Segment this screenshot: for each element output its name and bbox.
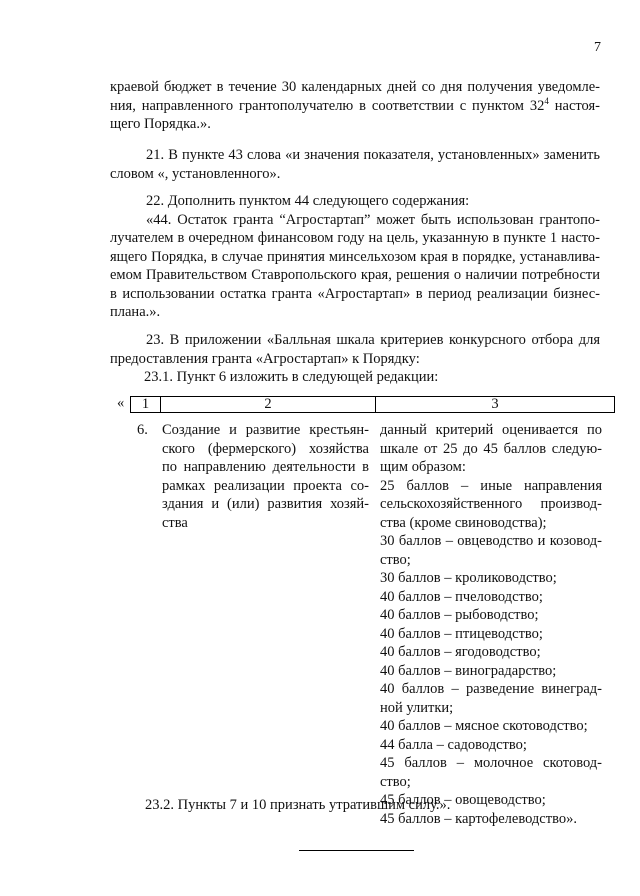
text-line: данный критерий оценивается по	[380, 422, 602, 438]
text-line: 40 баллов – виноградарство;	[380, 662, 557, 679]
superscript: 4	[544, 95, 549, 106]
separator-line	[299, 850, 414, 851]
text-line: 45 баллов – молочное скотовод-	[380, 755, 602, 771]
text-line	[110, 97, 600, 116]
text-line: ства (кроме свиноводства);	[380, 514, 547, 531]
table-header	[130, 396, 615, 413]
text-line: плана.».	[110, 304, 161, 320]
page-number: 7	[594, 40, 601, 55]
text-line: 40 баллов – разведение винеград-	[380, 681, 602, 697]
paragraph-continuation	[110, 78, 600, 134]
text-line: рамках реализации проекта со-	[162, 477, 369, 494]
scoring-cell	[380, 421, 602, 828]
header-cell-1: 1	[131, 397, 161, 412]
text-line: 23.1. Пункт 6 изложить в следующей редакции:	[144, 369, 439, 385]
text-line: лучателем в очередном финансовом году на цель, указанную в пункте 1 насто-	[110, 230, 600, 246]
text-line: краевой бюджет в течение 30 календарных дней со дня получения уведомле-	[110, 79, 600, 95]
text-line: емом Правительством Ставропольского края, решения о наличии потребности	[110, 267, 600, 283]
text-line: 40 баллов – мясное скотоводство;	[380, 718, 588, 734]
text-line: 44 балла – садоводство;	[380, 736, 527, 753]
text-fragment: настоя-	[548, 97, 600, 114]
text-line: ство;	[380, 551, 411, 568]
item-21	[110, 146, 600, 183]
text-line: 45 баллов – овощеводство;	[380, 792, 546, 808]
text-line: Создание и развитие крестьян-	[162, 422, 369, 438]
text-line: ной улитки;	[380, 699, 454, 716]
text-line: 40 баллов – рыбоводство;	[380, 607, 539, 623]
item-23	[110, 331, 600, 387]
text-line: «44. Остаток гранта “Агростартап” может быть использован грантопо-	[146, 211, 600, 228]
text-line: 30 баллов – кролиководство;	[380, 570, 557, 586]
text-line: ящего Порядка, в случае принятия минсельхозом края в порядке, устанавлива-	[110, 248, 600, 265]
item-22	[110, 192, 600, 322]
text-line: 21. В пункте 43 слова «и значения показателя, установленных» заменить	[146, 147, 600, 163]
text-line: по направлению деятельности в	[162, 459, 369, 475]
text-line: щего Порядка.».	[110, 116, 211, 132]
item-23-2: 23.2. Пункты 7 и 10 признать утратившим силу.».	[145, 797, 451, 813]
text-line: сельскохозяйственного производ-	[380, 496, 602, 512]
text-line: 45 баллов – картофелеводство».	[380, 810, 577, 827]
text-line: ского (фермерского) хозяйства	[162, 440, 369, 457]
text-line: 40 баллов – пчеловодство;	[380, 588, 543, 605]
criterion-cell	[162, 421, 369, 532]
row-number: 6.	[137, 422, 148, 438]
text-line: 22. Дополнить пунктом 44 следующего содержания:	[146, 193, 470, 209]
text-line: предоставления гранта «Агростартап» к Порядку:	[110, 350, 420, 367]
text-line: шкале от 25 до 45 баллов следую-	[380, 440, 602, 457]
text-fragment: ния, направленного грантополучателю в соответствии с пунктом 32	[110, 97, 545, 114]
open-quote: «	[117, 395, 125, 411]
text-line: 30 баллов – овцеводство и козовод-	[380, 533, 602, 549]
header-cell-3: 3	[491, 396, 499, 412]
text-line: 25 баллов – иные направления	[380, 477, 602, 494]
text-line: здания и (или) развития хозяй-	[162, 496, 369, 512]
text-line: в использовании остатка гранта «Агростартап» в период реализации бизнес-	[110, 285, 600, 302]
text-line: ство;	[380, 773, 411, 790]
header-cell-2: 2	[161, 397, 376, 412]
text-line: 40 баллов – ягодоводство;	[380, 644, 541, 660]
text-line: 40 баллов – птицеводство;	[380, 625, 543, 642]
text-line: 23. В приложении «Балльная шкала критериев конкурсного отбора для	[146, 332, 600, 348]
text-line: словом «, установленного».	[110, 165, 281, 182]
text-line: ства	[162, 514, 188, 531]
text-line: щим образом:	[380, 459, 466, 475]
